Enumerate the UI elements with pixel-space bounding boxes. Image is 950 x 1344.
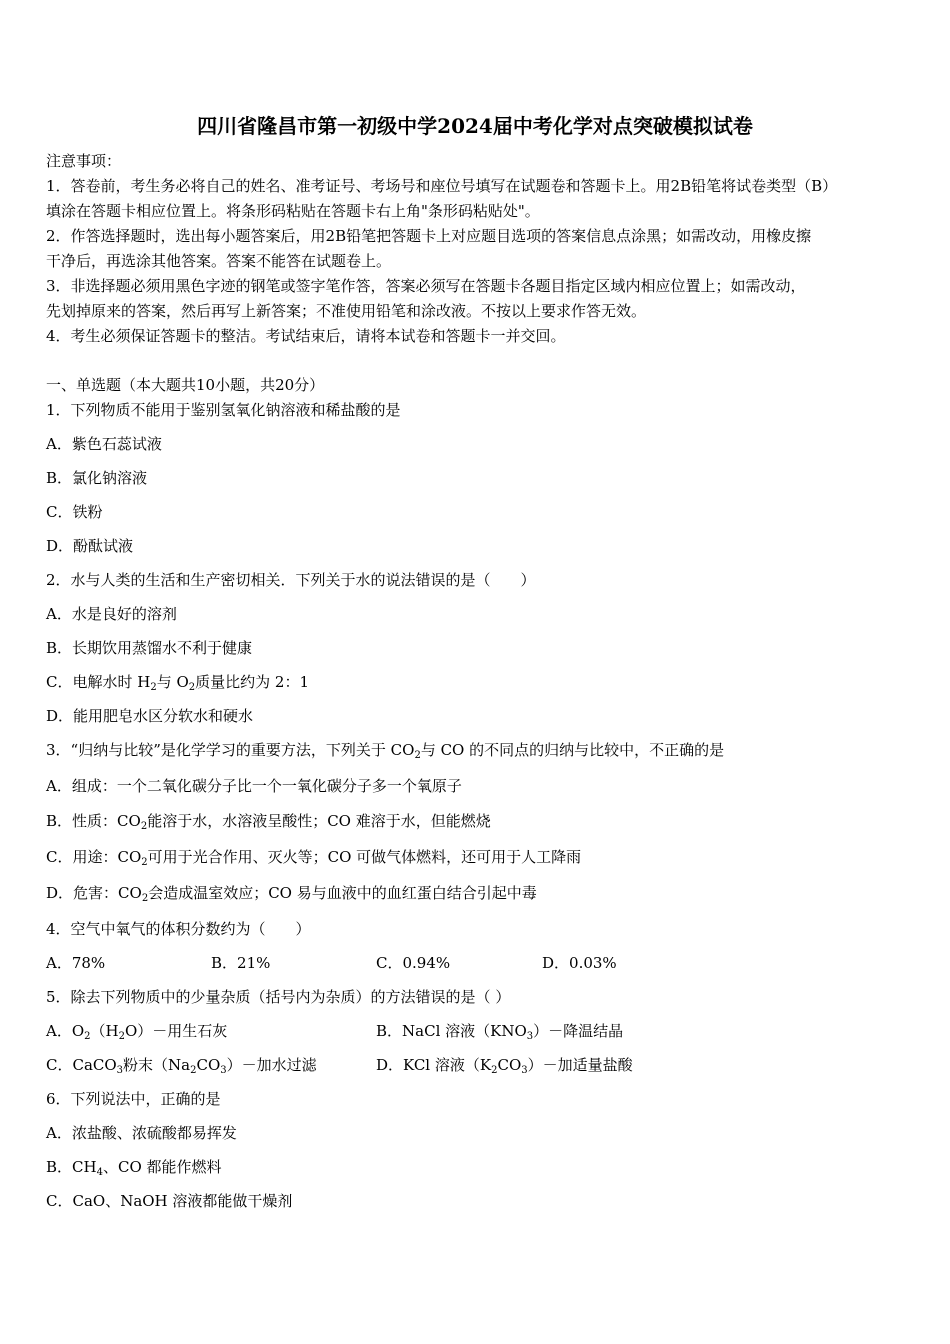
q3-option-c bbox=[46, 846, 916, 868]
subscript: 3 bbox=[521, 1065, 528, 1076]
q3-d-text: D．危害：CO bbox=[46, 884, 142, 902]
question-3-stem bbox=[46, 739, 916, 761]
q5-d-text: CO bbox=[497, 1056, 522, 1074]
q5-option-a bbox=[46, 1020, 227, 1042]
q2-option-c bbox=[46, 671, 916, 693]
question-5-stem: 5．除去下列物质中的少量杂质（括号内为杂质）的方法错误的是（ ） bbox=[46, 988, 511, 1006]
q5-b-text: ）－降温结晶 bbox=[533, 1022, 624, 1040]
q4-option-c: C．0.94% bbox=[376, 954, 451, 972]
q2-c-text: 质量比约为 2：1 bbox=[195, 673, 310, 691]
subscript: 2 bbox=[118, 1031, 125, 1042]
question-4-stem: 4．空气中氧气的体积分数约为（ ） bbox=[46, 920, 311, 938]
subscript: 2 bbox=[491, 1065, 498, 1076]
q1-option-c: C．铁粉 bbox=[46, 503, 103, 521]
q5-c-text: C．CaCO bbox=[46, 1056, 117, 1074]
subscript: 2 bbox=[84, 1031, 91, 1042]
subscript: 3 bbox=[220, 1065, 227, 1076]
notice-line: 干净后，再选涂其他答案。答案不能答在试题卷上。 bbox=[46, 252, 392, 270]
notice-heading: 注意事项： bbox=[46, 152, 122, 170]
q2-option-d: D．能用肥皂水区分软水和硬水 bbox=[46, 707, 254, 725]
q6-b-text: B．CH bbox=[46, 1158, 97, 1176]
q6-b-text: 、CO 都能作燃料 bbox=[102, 1158, 222, 1176]
q6-option-c: C．CaO、NaOH 溶液都能做干燥剂 bbox=[46, 1192, 293, 1210]
q5-b-text: B．NaCl 溶液（KNO bbox=[376, 1022, 527, 1040]
subscript: 2 bbox=[190, 1065, 197, 1076]
subscript: 2 bbox=[141, 857, 148, 868]
subscript: 2 bbox=[188, 682, 196, 693]
page-title: 四川省隆昌市第一初级中学2024届中考化学对点突破模拟试卷 bbox=[197, 114, 753, 138]
q3-c-text: 可用于光合作用、灭火等；CO 可做气体燃料，还可用于人工降雨 bbox=[147, 848, 582, 866]
question-6-stem: 6．下列说法中，正确的是 bbox=[46, 1090, 221, 1108]
q5-c-text: 粉末（Na bbox=[123, 1056, 191, 1074]
q5-a-text: （H bbox=[90, 1022, 119, 1040]
q4-option-d: D．0.03% bbox=[542, 954, 617, 972]
q2-c-text: C．电解水时 H bbox=[46, 673, 151, 691]
notice-line: 1．答卷前，考生务必将自己的姓名、准考证号、考场号和座位号填写在试题卷和答题卡上。用2B铅笔将试卷类型（B） bbox=[46, 177, 838, 195]
q1-option-b: B．氯化钠溶液 bbox=[46, 469, 148, 487]
subscript: 3 bbox=[116, 1065, 124, 1076]
question-2-stem: 2．水与人类的生活和生产密切相关．下列关于水的说法错误的是（ ） bbox=[46, 571, 536, 589]
notice-line: 3．非选择题必须用黑色字迹的钢笔或签字笔作答，答案必须写在答题卡各题目指定区域内相应位置上；如需改动， bbox=[46, 277, 806, 295]
q5-option-c bbox=[46, 1054, 317, 1076]
q4-option-a: A．78% bbox=[46, 954, 106, 972]
q3-option-a: A．组成：一个二氧化碳分子比一个一氧化碳分子多一个氧原子 bbox=[46, 777, 462, 795]
q5-a-text: A．O bbox=[46, 1022, 85, 1040]
q2-c-text: 与 O bbox=[156, 673, 189, 691]
section-heading: 一、单选题（本大题共10小题，共20分） bbox=[46, 376, 325, 394]
q3-b-text: 能溶于水，水溶液呈酸性；CO 难溶于水，但能燃烧 bbox=[147, 812, 491, 830]
q3-c-text: C．用途：CO bbox=[46, 848, 142, 866]
q2-option-a: A．水是良好的溶剂 bbox=[46, 605, 177, 623]
q3-stem-text: 3．“归纳与比较”是化学学习的重要方法，下列关于 CO bbox=[46, 741, 415, 759]
notice-line: 2．作答选择题时，选出每小题答案后，用2B铅笔把答题卡上对应题目选项的答案信息点涂黑；如需改动，用橡皮擦 bbox=[46, 227, 812, 245]
question-1-stem: 1．下列物质不能用于鉴别氢氧化钠溶液和稀盐酸的是 bbox=[46, 401, 401, 419]
q5-c-text: CO bbox=[196, 1056, 221, 1074]
subscript: 2 bbox=[140, 821, 148, 832]
subscript: 2 bbox=[141, 893, 149, 904]
q3-option-b bbox=[46, 810, 916, 832]
q3-stem-text: 与 CO 的不同点的归纳与比较中，不正确的是 bbox=[420, 741, 725, 759]
q5-a-text: O）－用生石灰 bbox=[124, 1022, 228, 1040]
notice-line: 先划掉原来的答案，然后再写上新答案；不准使用铅笔和涂改液。不按以上要求作答无效。 bbox=[46, 302, 647, 320]
q6-option-b bbox=[46, 1156, 916, 1178]
subscript: 3 bbox=[526, 1031, 534, 1042]
q1-option-a: A．紫色石蕊试液 bbox=[46, 435, 162, 453]
q5-c-text: ）－加水过滤 bbox=[226, 1056, 317, 1074]
q3-b-text: B．性质：CO bbox=[46, 812, 141, 830]
q5-option-d bbox=[376, 1054, 633, 1076]
subscript: 2 bbox=[150, 682, 157, 693]
q5-d-text: ）－加适量盐酸 bbox=[527, 1056, 633, 1074]
q5-d-text: D．KCl 溶液（K bbox=[376, 1056, 492, 1074]
subscript: 4 bbox=[96, 1167, 103, 1178]
q3-d-text: 会造成温室效应；CO 易与血液中的血红蛋白结合引起中毒 bbox=[148, 884, 537, 902]
subscript: 2 bbox=[414, 750, 421, 761]
notice-line: 填涂在答题卡相应位置上。将条形码粘贴在答题卡右上角"条形码粘贴处"。 bbox=[46, 202, 540, 220]
q2-option-b: B．长期饮用蒸馏水不利于健康 bbox=[46, 639, 253, 657]
q5-option-b bbox=[376, 1020, 623, 1042]
q4-option-b: B．21% bbox=[211, 954, 271, 972]
q1-option-d: D．酚酞试液 bbox=[46, 537, 134, 555]
notice-line: 4．考生必须保证答题卡的整洁。考试结束后，请将本试卷和答题卡一并交回。 bbox=[46, 327, 566, 345]
q3-option-d bbox=[46, 882, 916, 904]
q6-option-a: A．浓盐酸、浓硫酸都易挥发 bbox=[46, 1124, 237, 1142]
